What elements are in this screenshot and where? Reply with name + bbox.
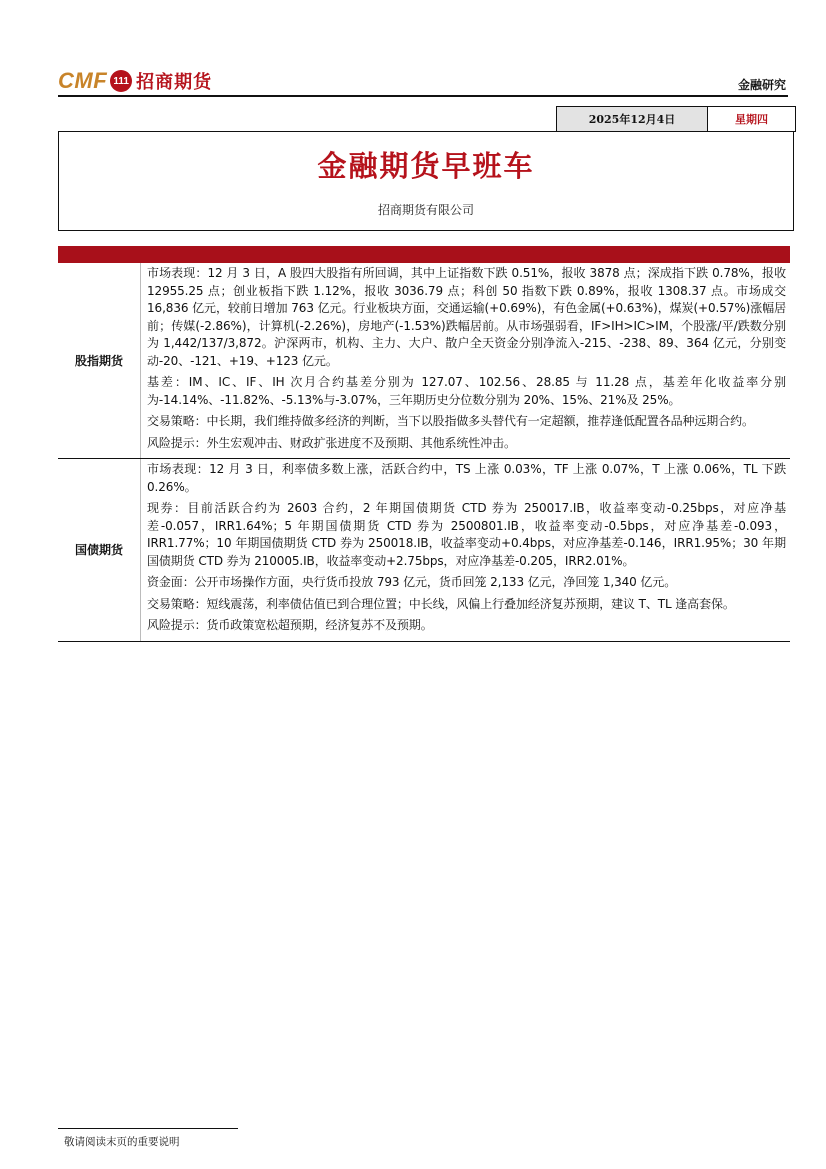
page-title: 金融期货早班车 [317, 149, 535, 183]
footer-divider [58, 1128, 238, 1129]
logo-chinese-text: 招商期货 [136, 72, 213, 93]
logo-badge-icon: 111 [110, 70, 132, 92]
table-row-treasury-futures [58, 459, 790, 642]
paragraph-spot-bonds: 现券：目前活跃合约为 2603 合约，2 年期国债期货 CTD 券为 250017.IB，收益率变动-0.25bps，对应净基差-0.057，IRR1.64%；5 年期国债期货 CTD 券为 2500801.IB，收益率变动-0.5bps，对应净基差-0.093，IRR1.77%；10 年期国债期货 CTD 券为 250018.IB，收益率变动+0.4bps，对应净基差-0.146，IRR1.95%；30 年期国债期货 CTD 券为 210005.IB，收益率变动+2.75bps，对应净基差-0.205，IRR2.01%。 [147, 501, 786, 568]
row-body [141, 459, 790, 641]
section-header-bar [58, 246, 790, 263]
content-table [58, 263, 790, 642]
paragraph-basis: 基差：IM、IC、IF、IH 次月合约基差分别为 127.07、102.56、28.85 与 11.28 点，基差年化收益率分别为-14.14%、-11.82%、-5.13%与-3.07%，三年期历史分位数分别为 20%、15%、21%及 25%。 [147, 375, 786, 407]
company-logo [58, 66, 212, 96]
row-label: 股指期货 [58, 263, 141, 458]
section-label: 金融研究 [737, 78, 786, 92]
paragraph-trading-strategy: 交易策略：中长期，我们维持做多经济的判断，当下以股指做多头替代有一定超额，推荐逢低配置各品种远期合约。 [147, 414, 754, 428]
table-row-stock-index-futures [58, 263, 790, 459]
row-label: 国债期货 [58, 459, 141, 641]
paragraph-trading-strategy: 交易策略：短线震荡，利率债估值已到合理位置；中长线，风偏上行叠加经济复苏预期，建议 T、TL 逢高套保。 [147, 596, 735, 611]
logo-latin-text: CMF [58, 68, 108, 93]
footer-disclaimer: 敬请阅读末页的重要说明 [64, 1136, 180, 1148]
report-weekday: 星期四 [707, 106, 796, 132]
paragraph-liquidity: 资金面：公开市场操作方面，央行货币投放 793 亿元，货币回笼 2,133 亿元，净回笼 1,340 亿元。 [147, 575, 677, 589]
company-name: 招商期货有限公司 [377, 203, 474, 217]
paragraph-risk-warning: 风险提示：货币政策宽松超预期，经济复苏不及预期。 [147, 618, 433, 632]
paragraph-market-performance: 市场表现：12 月 3 日，A 股四大股指有所回调，其中上证指数下跌 0.51%，报收 3878 点；深成指下跌 0.78%，报收 12955.25 点；创业板指下跌 1.12%，报收 3036.79 点；科创 50 指数下跌 0.89%，报收 1308.37 点。市场成交 16,836 亿元，较前日增加 763 亿元。行业板块方面，交通运输(+0.69%)，有色金属(+0.63%)，煤炭(+0.57%)涨幅居前；传媒(-2.86%)，计算机(-2.26%)，房地产(-1.53%)跌幅居前。从市场强弱看，IF>IH>IC>IM，个股涨/平/跌数分别为 1,442/137/3,872。沪深两市，机构、主力、大户、散户全天资金分别净流入-215、-238、89、364 亿元，分别变动-20、-121、+19、+123 亿元。 [147, 266, 786, 368]
header-divider [58, 95, 788, 97]
report-date: 2025年12月4日 [556, 106, 707, 132]
paragraph-risk-warning: 风险提示：外生宏观冲击、财政扩张进度不及预期、其他系统性冲击。 [147, 435, 516, 450]
row-body [141, 263, 790, 458]
paragraph-market-performance: 市场表现：12 月 3 日，利率债多数上涨，活跃合约中，TS 上涨 0.03%，TF 上涨 0.07%，T 上涨 0.06%，TL 下跌 0.26%。 [147, 462, 786, 494]
